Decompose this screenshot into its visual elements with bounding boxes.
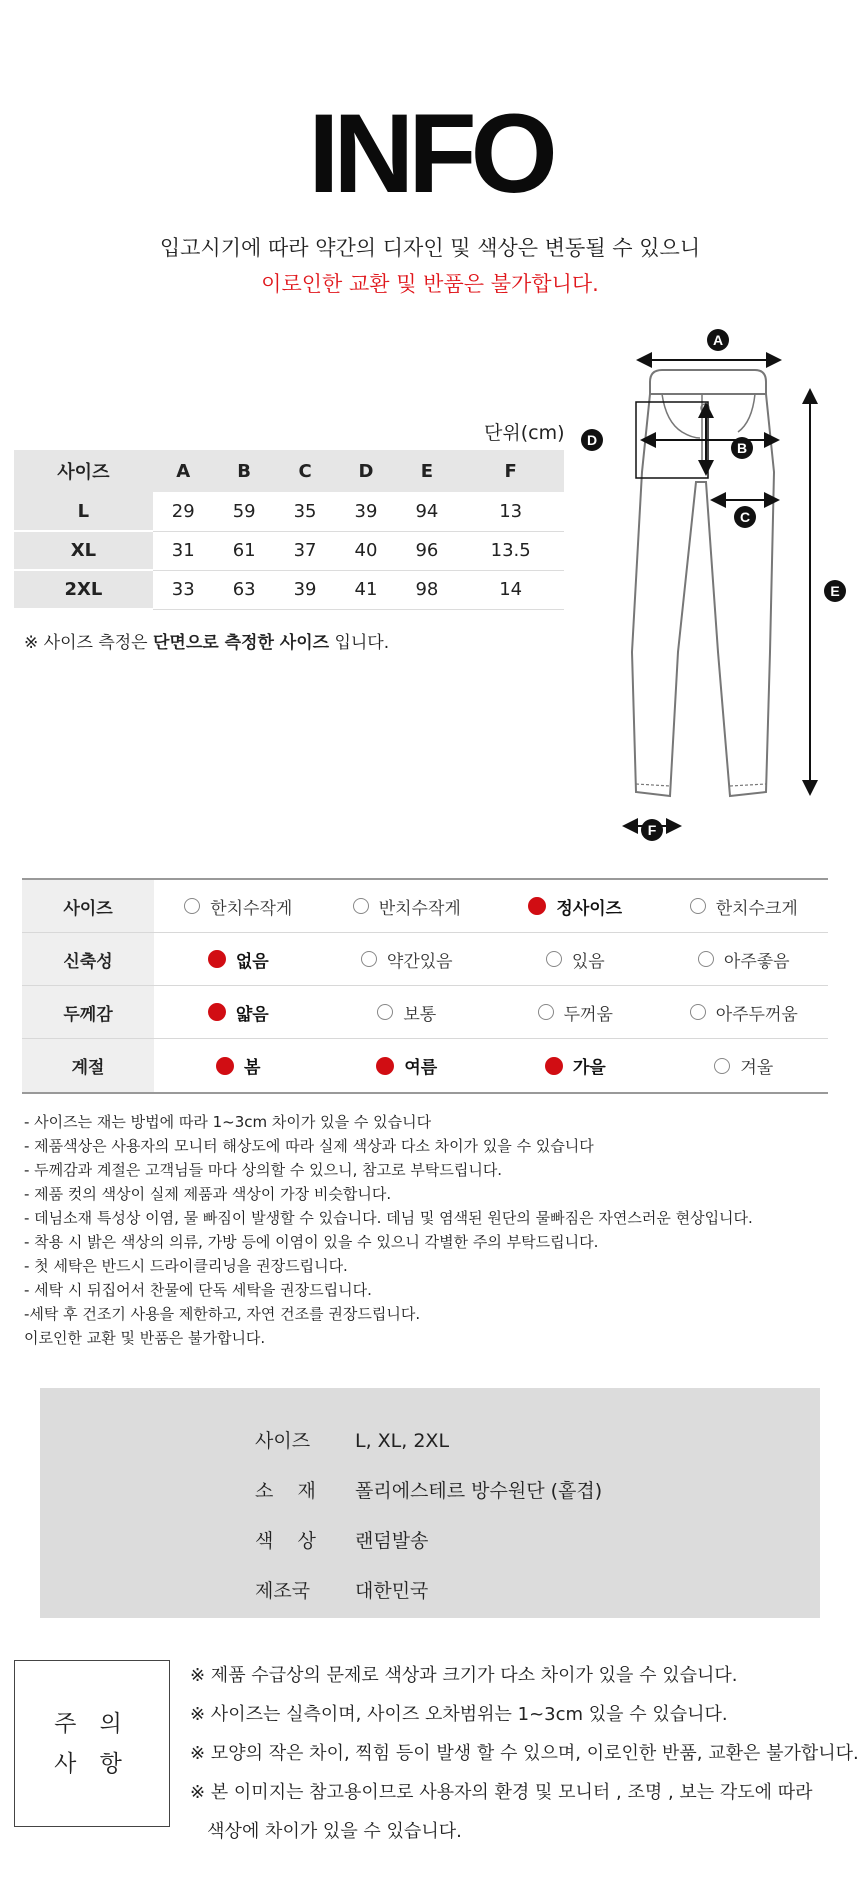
radio-dot (216, 1057, 234, 1075)
caution-item: ※ 모양의 작은 차이, 찍힘 등이 발생 할 수 있으며, 이로인한 반품, 교환은 불가합니다. (190, 1743, 859, 1764)
note-line: - 제품색상은 사용자의 모니터 해상도에 따라 실제 색상과 다소 차이가 있을 수 있습니다 (24, 1137, 594, 1155)
option-label: 보통 (403, 1004, 437, 1025)
eval-option (323, 947, 492, 972)
label-a (707, 329, 729, 351)
care-notes (24, 1110, 753, 1350)
cell: 94 (396, 492, 457, 531)
cell: 37 (275, 531, 336, 570)
col-header: 사이즈 (14, 450, 153, 492)
spec-value: 대한민국 (355, 1580, 429, 1602)
eval-option (660, 1053, 829, 1078)
option-label: 얇음 (235, 1004, 269, 1025)
eval-row-thickness (22, 986, 828, 1039)
size-table-header (14, 450, 564, 492)
eval-option (660, 894, 829, 919)
option-label: 두꺼움 (563, 1004, 613, 1025)
label-f (641, 819, 663, 841)
col-header: D (336, 450, 397, 492)
label-b-text: B (736, 440, 748, 456)
cell: 29 (153, 492, 214, 531)
option-label: 봄 (244, 1058, 261, 1078)
radio-dot (208, 1003, 226, 1021)
radio-dot (698, 951, 714, 967)
spec-row-size (255, 1426, 449, 1453)
product-evaluation (22, 878, 828, 1094)
label-e (824, 580, 846, 602)
radio-dot (528, 897, 546, 915)
measure-note-bold: 단면으로 측정한 사이즈 (153, 633, 330, 653)
eval-option (491, 947, 660, 972)
note-line: - 두께감과 계절은 고객님들 마다 상의할 수 있으니, 참고로 부탁드립니다. (24, 1161, 503, 1179)
spec-key: 색 상 (255, 1530, 316, 1552)
option-label: 여름 (404, 1058, 438, 1078)
cell: 61 (214, 531, 275, 570)
measure-note-suffix: 입니다. (329, 633, 390, 653)
label-e-text: E (830, 583, 840, 599)
table-row (14, 570, 564, 609)
col-header: F (457, 450, 564, 492)
caution-item: ※ 제품 수급상의 문제로 색상과 크기가 다소 차이가 있을 수 있습니다. (190, 1665, 738, 1686)
caution-item: ※ 본 이미지는 참고용이므로 사용자의 환경 및 모니터 , 조명 , 보는 각도에 따라 (190, 1782, 813, 1803)
label-a-text: A (712, 332, 724, 348)
note-line: -세탁 후 건조기 사용을 제한하고, 자연 건조를 권장드립니다. (24, 1305, 421, 1323)
note-line: - 제품 컷의 색상이 실제 제품과 색상이 가장 비슷합니다. (24, 1185, 392, 1203)
notice-line-2: 이로인한 교환 및 반품은 불가합니다. (261, 272, 599, 296)
cell: 14 (457, 570, 564, 609)
caution-item: ※ 사이즈는 실측이며, 사이즈 오차범위는 1~3cm 있을 수 있습니다. (190, 1704, 728, 1725)
cell: 13 (457, 492, 564, 531)
cell: 39 (275, 570, 336, 609)
radio-dot (546, 951, 562, 967)
radio-dot (361, 951, 377, 967)
eval-row-season (22, 1039, 828, 1092)
eval-label: 사이즈 (22, 880, 154, 932)
cell: 31 (153, 531, 214, 570)
option-label: 한치수크게 (715, 898, 798, 919)
radio-dot (690, 898, 706, 914)
size-table (14, 450, 564, 610)
radio-dot (714, 1058, 730, 1074)
eval-label: 신축성 (22, 933, 154, 985)
radio-dot (208, 950, 226, 968)
cell: 40 (336, 531, 397, 570)
row-size: 2XL (14, 570, 153, 609)
option-label: 정사이즈 (556, 898, 623, 919)
caution-item: 색상에 차이가 있을 수 있습니다. (190, 1821, 462, 1842)
spec-value: L, XL, 2XL (355, 1430, 450, 1452)
cell: 63 (214, 570, 275, 609)
note-line: - 사이즈는 재는 방법에 따라 1~3cm 차이가 있을 수 있습니다 (24, 1113, 432, 1131)
eval-option (660, 947, 829, 972)
option-label: 아주두꺼움 (715, 1004, 798, 1025)
caution-box (14, 1660, 170, 1827)
spec-value: 폴리에스테르 방수원단 (홑겹) (355, 1480, 603, 1502)
table-row (14, 531, 564, 570)
col-header: E (396, 450, 457, 492)
eval-label: 두께감 (22, 986, 154, 1038)
eval-row-stretch (22, 933, 828, 986)
note-line: 이로인한 교환 및 반품은 불가합니다. (24, 1329, 266, 1347)
label-d-text: D (586, 432, 598, 448)
radio-dot (353, 898, 369, 914)
pants-outline (632, 370, 774, 796)
cell: 59 (214, 492, 275, 531)
label-c-text: C (739, 509, 751, 525)
radio-dot (376, 1057, 394, 1075)
eval-option (323, 894, 492, 919)
unit-label: 단위(cm) (484, 422, 565, 444)
option-label: 약간있음 (386, 951, 453, 972)
notice-line-1: 입고시기에 따라 약간의 디자인 및 색상은 변동될 수 있으니 (159, 236, 701, 260)
option-label: 있음 (571, 951, 605, 972)
row-size: XL (14, 531, 153, 570)
option-label: 아주좋음 (723, 951, 790, 972)
label-d (581, 429, 603, 451)
col-header: B (214, 450, 275, 492)
note-line: - 데님소재 특성상 이염, 물 빠짐이 발생할 수 있습니다. 데님 및 염색된 원단의 물빠짐은 자연스러운 현상입니다. (24, 1209, 753, 1227)
eval-label: 계절 (22, 1039, 154, 1092)
cell: 96 (396, 531, 457, 570)
eval-row-size (22, 880, 828, 933)
radio-dot (545, 1057, 563, 1075)
caution-list (190, 1656, 859, 1851)
radio-dot (690, 1004, 706, 1020)
eval-option (154, 894, 323, 919)
measure-note-prefix: ※ 사이즈 측정은 (24, 633, 153, 653)
cell: 33 (153, 570, 214, 609)
row-size: L (14, 492, 153, 531)
eval-option (491, 1000, 660, 1025)
cell: 39 (336, 492, 397, 531)
spec-value: 랜덤발송 (355, 1530, 429, 1552)
eval-option (660, 1000, 829, 1025)
label-b (731, 437, 753, 459)
col-header: A (153, 450, 214, 492)
cell: 41 (336, 570, 397, 609)
radio-dot (184, 898, 200, 914)
option-label: 한치수작게 (210, 898, 293, 919)
eval-option (323, 1000, 492, 1025)
table-row (14, 492, 564, 531)
radio-dot (538, 1004, 554, 1020)
option-label: 겨울 (740, 1058, 774, 1078)
note-line: - 첫 세탁은 반드시 드라이클리닝을 권장드립니다. (24, 1257, 348, 1275)
spec-row-material (255, 1476, 602, 1503)
radio-dot (377, 1004, 393, 1020)
cell: 35 (275, 492, 336, 531)
spec-key: 사이즈 (255, 1430, 311, 1452)
eval-option (154, 1000, 323, 1025)
caution-title-line-2: 사 항 (54, 1750, 130, 1777)
spec-box (40, 1388, 820, 1618)
eval-option (323, 1053, 492, 1078)
spec-row-origin (255, 1576, 428, 1603)
eval-option (154, 1053, 323, 1078)
note-line: - 세탁 시 뒤집어서 찬물에 단독 세탁을 권장드립니다. (24, 1281, 372, 1299)
eval-option (491, 894, 660, 919)
cell: 98 (396, 570, 457, 609)
pants-measurement-diagram (570, 322, 850, 842)
spec-key: 소 재 (255, 1480, 316, 1502)
page-title: INFO (308, 91, 552, 216)
caution-title-line-1: 주 의 (54, 1710, 130, 1737)
cell: 13.5 (457, 531, 564, 570)
option-label: 가을 (572, 1058, 606, 1078)
eval-option (154, 947, 323, 972)
measure-note (24, 628, 389, 653)
spec-key: 제조국 (255, 1580, 311, 1602)
spec-row-color (255, 1526, 428, 1553)
option-label: 없음 (235, 951, 269, 972)
option-label: 반치수작게 (378, 898, 461, 919)
col-header: C (275, 450, 336, 492)
label-c (734, 506, 756, 528)
label-f-text: F (647, 822, 657, 838)
eval-option (491, 1053, 660, 1078)
note-line: - 착용 시 밝은 색상의 의류, 가방 등에 이염이 있을 수 있으니 각별한 주의 부탁드립니다. (24, 1233, 599, 1251)
